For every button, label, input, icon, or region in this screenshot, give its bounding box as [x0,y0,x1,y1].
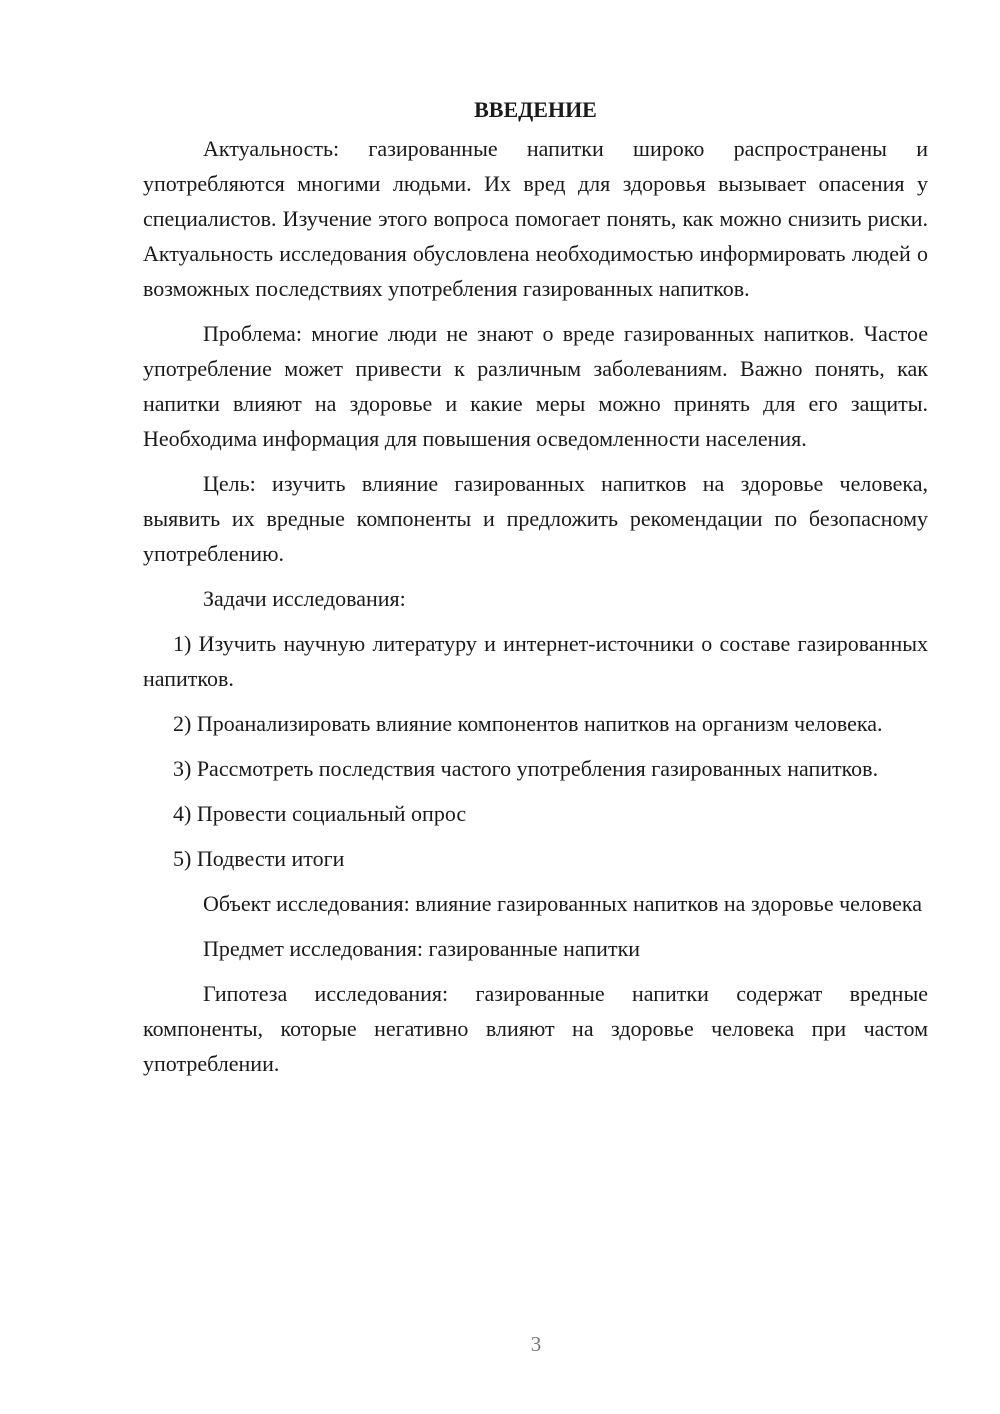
section-heading: ВВЕДЕНИЕ [474,97,597,122]
problem-paragraph: Проблема: многие люди не знают о вреде газированных напитков. Частое употребление может привести к различным заболеваниям. Важно понять, как напитки влияют на здоровье и какие меры можно принять для его защиты. Необходима информация для повышения осведомленности населения. [143,321,928,451]
tasks-title: Задачи исследования: [203,586,406,611]
task-item-3: 3) Рассмотреть последствия частого употребления газированных напитков. [173,756,879,781]
subject-paragraph: Предмет исследования: газированные напитки [203,936,641,961]
task-item-4: 4) Провести социальный опрос [173,801,467,826]
object-paragraph: Объект исследования: влияние газированных напитков на здоровье человека [203,891,923,916]
goal-paragraph: Цель: изучить влияние газированных напитков на здоровье человека, выявить их вредные компоненты и предложить рекомендации по безопасному употреблению. [143,471,928,566]
task-item-1: 1) Изучить научную литературу и интернет-источники о составе газированных напитков. [143,631,928,691]
task-item-5: 5) Подвести итоги [173,846,345,871]
relevance-paragraph: Актуальность: газированные напитки широко распространены и употребляются многими людьми. Их вред для здоровья вызывает опасения у специалистов. Изучение этого вопроса помогает понять, как можно снизить риски. Актуальность исследования обусловлена необходимостью информировать людей о возможных последствиях употребления газированных напитков. [143,136,928,301]
hypothesis-paragraph: Гипотеза исследования: газированные напитки содержат вредные компоненты, которые негативно влияют на здоровье человека при частом употреблении. [143,981,928,1076]
page-number: 3 [530,1332,542,1356]
document-body [143,92,928,1091]
task-item-2: 2) Проанализировать влияние компонентов напитков на организм человека. [173,711,883,736]
